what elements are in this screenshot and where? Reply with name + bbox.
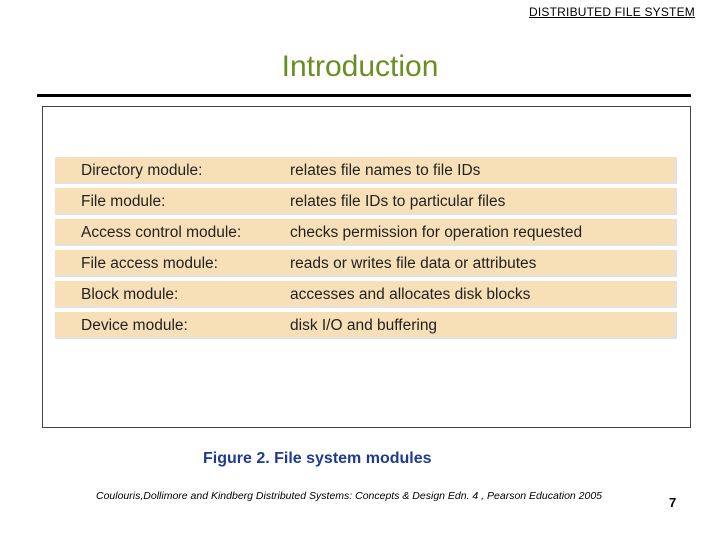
module-row-device bbox=[55, 312, 677, 339]
module-row-file-access bbox=[55, 250, 677, 277]
title-divider bbox=[37, 94, 691, 97]
module-row-directory bbox=[55, 157, 677, 184]
module-row-access-control bbox=[55, 219, 677, 246]
module-description: reads or writes file data or attributes bbox=[290, 255, 537, 272]
module-description: accesses and allocates disk blocks bbox=[290, 286, 531, 303]
module-name: Access control module: bbox=[81, 224, 242, 241]
page-number: 7 bbox=[669, 495, 677, 510]
header-label: DISTRIBUTED FILE SYSTEM bbox=[529, 5, 695, 19]
module-name: File access module: bbox=[81, 255, 218, 272]
module-description: disk I/O and buffering bbox=[290, 317, 438, 334]
module-name: Device module: bbox=[81, 317, 188, 334]
module-name: File module: bbox=[81, 193, 166, 210]
module-description: checks permission for operation requested bbox=[290, 224, 583, 241]
slide-title: Introduction bbox=[281, 50, 439, 83]
module-row-block bbox=[55, 281, 677, 308]
citation: Coulouris,Dollimore and Kindberg Distributed Systems: Concepts & Design Edn. 4 , Pearson Education 2005 bbox=[96, 490, 603, 502]
module-table bbox=[55, 157, 677, 343]
module-name: Directory module: bbox=[81, 162, 203, 179]
module-description: relates file names to file IDs bbox=[290, 162, 481, 179]
module-name: Block module: bbox=[81, 286, 179, 303]
module-description: relates file IDs to particular files bbox=[290, 193, 506, 210]
figure-caption: Figure 2. File system modules bbox=[203, 450, 432, 467]
module-row-file bbox=[55, 188, 677, 215]
figure-frame bbox=[42, 106, 691, 428]
